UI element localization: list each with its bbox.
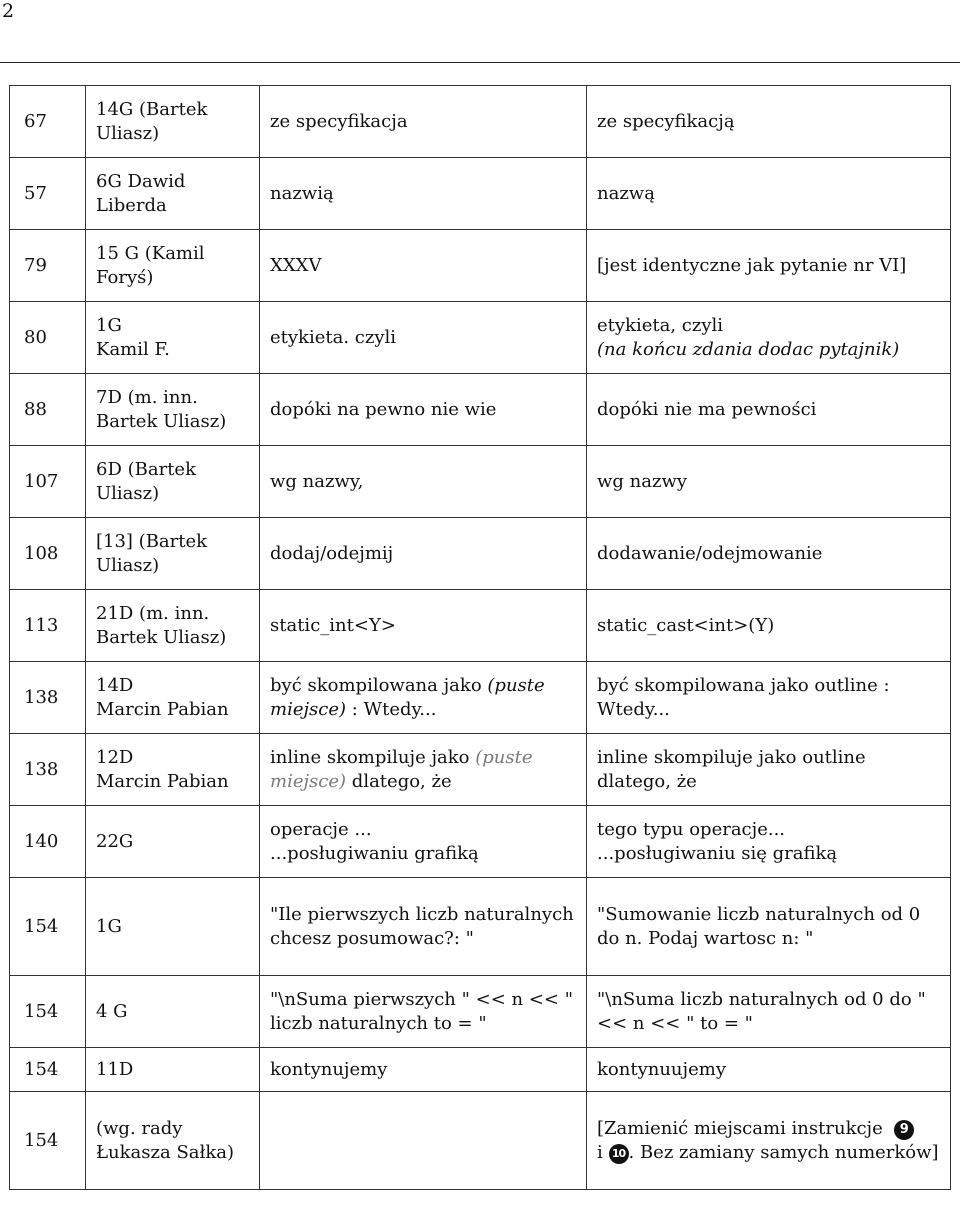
original-text-cell: "Ile pierwszych liczb naturalnych chcesz posumowac?: "	[260, 878, 587, 976]
source-cell: 12D Marcin Pabian	[86, 734, 260, 806]
original-text-cell: ze specyfikacja	[260, 86, 587, 158]
table-row	[10, 446, 951, 518]
table-row	[10, 374, 951, 446]
source-cell: [13] (Bartek Uliasz)	[86, 518, 260, 590]
original-text-cell: kontynujemy	[260, 1048, 587, 1092]
table-row	[10, 878, 951, 976]
table-row	[10, 662, 951, 734]
page-cell: 154	[10, 878, 86, 976]
corrected-text-cell: dodawanie/odejmowanie	[587, 518, 951, 590]
source-cell: 7D (m. inn. Bartek Uliasz)	[86, 374, 260, 446]
page-number: 2	[2, 0, 15, 22]
table-row	[10, 230, 951, 302]
table-row	[10, 518, 951, 590]
source-cell: 15 G (Kamil Foryś)	[86, 230, 260, 302]
original-text-cell: operacje ... ...posługiwaniu grafiką	[260, 806, 587, 878]
original-text-cell: "\nSuma pierwszych " << n << " liczb naturalnych to = "	[260, 976, 587, 1048]
source-cell: 4 G	[86, 976, 260, 1048]
source-cell: 11D	[86, 1048, 260, 1092]
source-cell: 6D (Bartek Uliasz)	[86, 446, 260, 518]
corrected-text-cell: ze specyfikacją	[587, 86, 951, 158]
corrected-text-cell: etykieta, czyli (na końcu zdania dodac pytajnik)	[587, 302, 951, 374]
corrected-text-cell: [jest identyczne jak pytanie nr VI]	[587, 230, 951, 302]
table-row	[10, 806, 951, 878]
page-cell: 138	[10, 662, 86, 734]
page-cell: 154	[10, 976, 86, 1048]
page-cell: 140	[10, 806, 86, 878]
table-row	[10, 976, 951, 1048]
errata-table	[9, 85, 951, 1190]
original-text-cell	[260, 1092, 587, 1190]
corrected-text-cell: "\nSuma liczb naturalnych od 0 do " << n << " to = "	[587, 976, 951, 1048]
page-cell: 154	[10, 1092, 86, 1190]
table-row	[10, 1092, 951, 1190]
source-cell: (wg. rady Łukasza Sałka)	[86, 1092, 260, 1190]
original-text-cell: dopóki na pewno nie wie	[260, 374, 587, 446]
instruction-number-badge: 9	[894, 1120, 914, 1140]
page-cell: 88	[10, 374, 86, 446]
original-text-cell: etykieta. czyli	[260, 302, 587, 374]
original-text-cell: dodaj/odejmij	[260, 518, 587, 590]
table-row	[10, 86, 951, 158]
corrected-text-cell: tego typu operacje... ...posługiwaniu się grafiką	[587, 806, 951, 878]
table-row	[10, 590, 951, 662]
table-row	[10, 1048, 951, 1092]
corrected-text-cell: static_cast<int>(Y)	[587, 590, 951, 662]
source-cell: 1G Kamil F.	[86, 302, 260, 374]
page-cell: 108	[10, 518, 86, 590]
original-text-cell: być skompilowana jako (puste miejsce) : Wtedy...	[260, 662, 587, 734]
page-cell: 80	[10, 302, 86, 374]
instruction-number-badge: 10	[609, 1144, 629, 1164]
source-cell: 21D (m. inn. Bartek Uliasz)	[86, 590, 260, 662]
original-text-cell: nazwią	[260, 158, 587, 230]
corrected-text-cell: "Sumowanie liczb naturalnych od 0 do n. Podaj wartosc n: "	[587, 878, 951, 976]
table-row	[10, 158, 951, 230]
original-text-cell: static_int<Y>	[260, 590, 587, 662]
corrected-text-cell: kontynuujemy	[587, 1048, 951, 1092]
source-cell: 14D Marcin Pabian	[86, 662, 260, 734]
correction-note: (na końcu zdania dodac pytajnik)	[597, 338, 900, 360]
source-cell: 1G	[86, 878, 260, 976]
table-row	[10, 734, 951, 806]
original-text-cell: inline skompiluje jako (puste miejsce) dlatego, że	[260, 734, 587, 806]
corrected-text-cell: inline skompiluje jako outline dlatego, że	[587, 734, 951, 806]
page-cell: 107	[10, 446, 86, 518]
corrected-text-cell: dopóki nie ma pewności	[587, 374, 951, 446]
source-cell: 22G	[86, 806, 260, 878]
page-cell: 138	[10, 734, 86, 806]
page-cell: 113	[10, 590, 86, 662]
source-cell: 14G (Bartek Uliasz)	[86, 86, 260, 158]
page-cell: 154	[10, 1048, 86, 1092]
table-row	[10, 302, 951, 374]
corrected-text-cell: [Zamienić miejscami instrukcje 9 i 10 . Bez zamiany samych numerków]	[587, 1092, 951, 1190]
corrected-text-cell: nazwą	[587, 158, 951, 230]
page-cell: 57	[10, 158, 86, 230]
original-text-cell: XXXV	[260, 230, 587, 302]
header-divider	[0, 62, 960, 63]
corrected-text-cell: wg nazwy	[587, 446, 951, 518]
page-cell: 67	[10, 86, 86, 158]
source-cell: 6G Dawid Liberda	[86, 158, 260, 230]
corrected-text-cell: być skompilowana jako outline : Wtedy...	[587, 662, 951, 734]
page-cell: 79	[10, 230, 86, 302]
original-text-cell: wg nazwy,	[260, 446, 587, 518]
